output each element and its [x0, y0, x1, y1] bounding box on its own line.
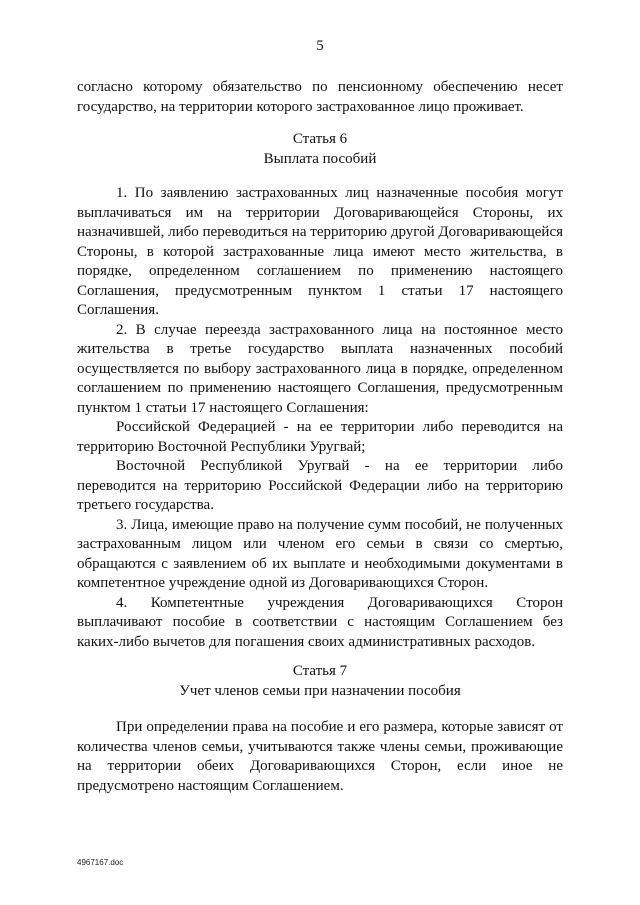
article-6-number: Статья 6	[292, 131, 348, 147]
article-6-paragraph-4: 4. Компетентные учреждения Договаривающихся Сторон выплачивают пособие в соответствии с настоящим Соглашением без каких-либо вычетов для погашения своих административных расходов.	[77, 594, 563, 650]
article-7-body	[77, 718, 563, 796]
article-7-heading	[0, 662, 640, 701]
article-6-paragraph-3: 3. Лица, имеющие право на получение сумм пособий, не полученных застрахованным лицом или членом его семьи в связи со смертью, обращаются с заявлением об их выплате и необходимыми документами в компетентное учреждение одной из Договаривающихся Сторон.	[77, 516, 563, 591]
article-6-body	[77, 184, 563, 652]
article-7-paragraph-1: При определении права на пособие и его размера, которые зависят от количества членов семьи, учитываются также члены семьи, проживающие на территории обеих Договаривающихся Сторон, если иное не предусмотрено настоящим Соглашением.	[77, 719, 563, 794]
article-6-paragraph-2: 2. В случае переезда застрахованного лица на постоянное место жительства в третье государство выплата назначенных пособий осуществляется по выбору застрахованного лица в порядке, определенном соглашением по применению настоящего Соглашения, предусмотренным пунктом 1 статьи 17 настоящего Соглашения:	[77, 321, 563, 416]
intro-paragraph: согласно которому обязательство по пенсионному обеспечению несет государство, на территории которого застрахованное лицо проживает.	[77, 79, 563, 115]
article-6-title: Выплата пособий	[263, 150, 377, 167]
article-7-title: Учет членов семьи при назначении пособия	[179, 682, 461, 699]
article-6-paragraph-1: 1. По заявлению застрахованных лиц назначенные пособия могут выплачиваться им на территории Договаривающейся Стороны, их назначившей, либо переводиться на территорию другой Договаривающейся Стороны, в которой застрахованные лица имеют место жительства, в порядке, определенном соглашением по применению настоящего Соглашения, предусмотренным пунктом 1 статьи 17 настоящего Соглашения.	[77, 185, 563, 318]
article-6-paragraph-2b: Восточной Республикой Уругвай - на ее территории либо переводится на территорию Российской Федерации либо на территорию третьего государства.	[77, 458, 563, 513]
document-file-id: 4967167.doc	[77, 858, 124, 867]
article-6-paragraph-2a: Российской Федерацией - на ее территории либо переводится на территорию Восточной Республики Уругвай;	[77, 419, 563, 455]
article-6-heading	[0, 130, 640, 169]
intro-text	[77, 78, 563, 117]
article-7-number: Статья 7	[292, 663, 348, 679]
page-number: 5	[316, 38, 324, 54]
